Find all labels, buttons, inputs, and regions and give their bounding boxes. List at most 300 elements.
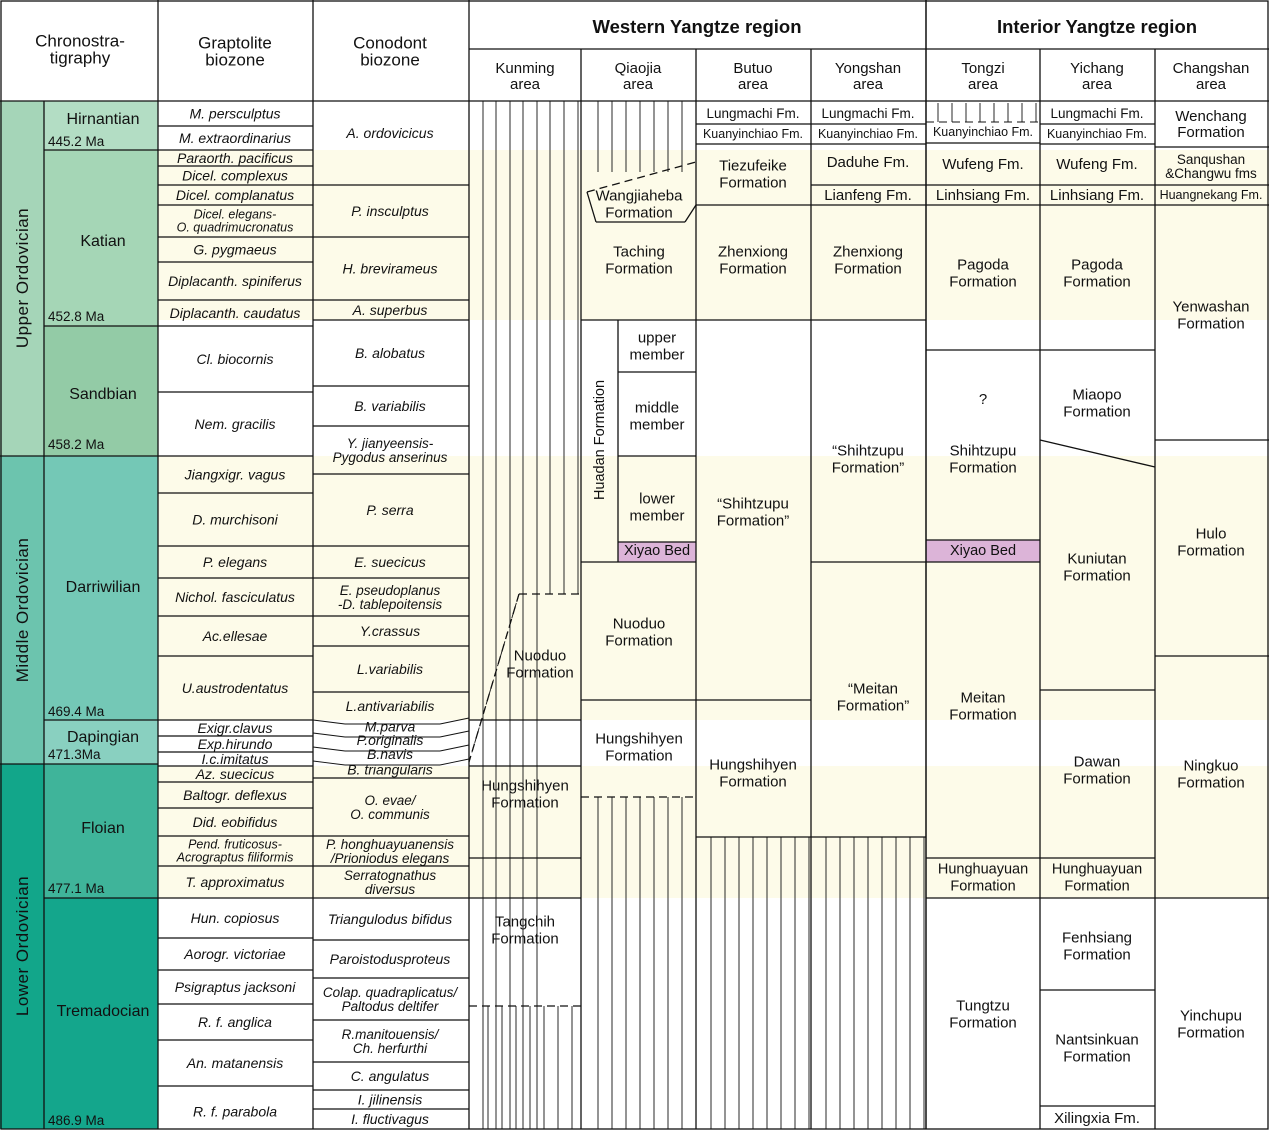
stage-label: [67, 111, 140, 128]
yongshan-formation-line: Kuanyinchiao Fm.: [817, 127, 919, 141]
yichang-formation-line: Formation: [1063, 770, 1131, 787]
gap: [926, 320, 1040, 350]
conodont-wedge: [440, 759, 469, 765]
area-header-line: Changshan: [1172, 59, 1250, 77]
graptolite-zone: [198, 720, 273, 736]
graptolite-zone-line: Diplacanth. caudatus: [169, 305, 301, 321]
yongshan-formation-line: Formation: [834, 260, 902, 277]
graptolite-zone-line: U.austrodentatus: [181, 680, 289, 696]
yongshan-formation: [827, 154, 910, 171]
qiaojia-member-line: member: [629, 507, 685, 524]
chronostratigraphy-header-line: Chronostra-: [35, 31, 125, 50]
graptolite-zone: [193, 1104, 277, 1120]
yongshan-formation-line: “Shihtzupu: [832, 442, 904, 459]
yichang-formation-line: Fenhsiang: [1061, 929, 1133, 946]
butuo-formation: [706, 106, 799, 121]
graptolite-zone-line: Ac.ellesae: [202, 628, 268, 644]
conodont-zone-line: O. evae/: [364, 792, 416, 808]
qiaojia-member-line: lower: [639, 490, 675, 507]
area-header: [615, 60, 662, 93]
conodont-wedge: [313, 720, 345, 724]
huadan-formation-line: Huadan Formation: [592, 379, 608, 501]
conodont-zone: [346, 698, 435, 714]
graptolite-zone: [175, 979, 297, 995]
conodont-zone: [351, 1068, 430, 1084]
graptolite-zone-line: Cl. biocornis: [196, 351, 274, 367]
graptolite-zone: [183, 946, 286, 962]
stage-band: [313, 150, 1269, 320]
graptolite-zone: [202, 628, 268, 644]
age-label-line: 469.4 Ma: [48, 703, 105, 719]
conodont-zone: [357, 661, 423, 677]
series-label-upper-line: Upper Ordovician: [12, 207, 32, 349]
conodont-zone-line: M.parva: [364, 718, 416, 735]
graptolite-zone-line: G. pygmaeus: [193, 241, 277, 258]
age-label-line: 471.3Ma: [48, 746, 101, 762]
age-label-line: 452.8 Ma: [48, 308, 105, 324]
graptolite-zone-line: Aorogr. victoriae: [184, 946, 286, 962]
graptolite-zone: [182, 168, 288, 184]
tongzi-formation: [949, 997, 1017, 1031]
graptolite-zone-line: Pend. fruticosus-: [188, 837, 282, 852]
area-header: [733, 60, 772, 93]
tongzi-formation: [933, 125, 1033, 139]
stage-label-line: Floian: [81, 819, 125, 837]
conodont-zone-line: H. brevirameus: [342, 260, 438, 277]
conodont-zone-line: B. alobatus: [354, 345, 426, 361]
stage-label: [80, 233, 125, 250]
graptolite-zone: [186, 1055, 284, 1071]
graptolite-zone: [183, 787, 287, 803]
yichang-formation-line: Formation: [1063, 403, 1131, 420]
yongshan-formation-line: Zhenxiong: [832, 243, 904, 260]
stage-label-line: Darriwilian: [65, 578, 141, 596]
yichang-formation-line: Formation: [1063, 273, 1131, 290]
conodont-zone-line: Colap. quadraplicatus/: [322, 984, 458, 1000]
conodont-zone: [358, 1092, 423, 1108]
conodont-zone-line: Y. jianyeensis-: [346, 435, 434, 451]
graptolite-zone-line: Paraorth. pacificus: [177, 150, 293, 166]
yichang-formation-line: Dawan: [1073, 753, 1121, 770]
graptolite-zone: [198, 736, 273, 752]
qiaojia-member: [629, 329, 684, 363]
yichang-formation: [1047, 127, 1147, 141]
chronostratigraphy-header-line: tigraphy: [49, 48, 111, 67]
area-header-line: area: [737, 75, 769, 93]
kunming-formation: [506, 647, 574, 681]
kunming-formation-line: Hungshihyen: [481, 777, 569, 794]
yichang-formation-line: Nantsinkuan: [1055, 1031, 1139, 1048]
yichang-formation: [1063, 550, 1131, 584]
graptolite-zone: [177, 208, 294, 235]
conodont-zone: [347, 762, 433, 778]
butuo-formation-line: Formation: [719, 260, 787, 277]
graptolite-zone-line: R. f. parabola: [192, 1103, 278, 1120]
graptolite-zone: [193, 814, 278, 830]
changshan-formation: [1165, 152, 1257, 181]
changshan-formation-line: Formation: [1177, 542, 1245, 559]
kunming-formation-line: Nuoduo: [513, 647, 567, 664]
changshan-formation-line: Ningkuo: [1183, 757, 1239, 774]
area-header: [495, 60, 554, 93]
area-header: [961, 60, 1004, 93]
changshan-formation-line: Wenchang: [1175, 107, 1247, 125]
graptolite-zone: [189, 106, 280, 122]
series-label-middle: [13, 538, 32, 683]
changshan-formation-line: Formation: [1177, 315, 1245, 332]
graptolite-zone-line: Exigr.clavus: [197, 720, 273, 736]
graptolite-zone-line: Nichol. fasciculatus: [175, 589, 295, 605]
qiaojia-member: [629, 399, 684, 433]
tongzi-formation: [949, 256, 1017, 290]
graptolite-zone-line: R. f. anglica: [198, 1014, 272, 1030]
yongshan-formation-line: Formation”: [831, 459, 905, 476]
series-label-middle-line: Middle Ordovician: [12, 537, 32, 683]
conodont-zone: [354, 398, 426, 414]
stage-label: [57, 1003, 150, 1020]
conodont-zone-line: L.antivariabilis: [345, 698, 435, 714]
area-header-line: area: [622, 75, 654, 93]
graptolite-zone: [191, 910, 280, 926]
yichang-formation: [1054, 1110, 1140, 1127]
qiaojia-formation-line: Nuoduo: [612, 615, 666, 632]
tongzi-question: [979, 391, 987, 408]
yongshan-formation-line: Lungmachi Fm.: [821, 105, 915, 121]
graptolite-header-line: biozone: [205, 50, 265, 69]
interior-region-header-line: Interior Yangtze region: [996, 15, 1198, 37]
stage-band: [313, 456, 1269, 720]
area-header-line: area: [1195, 75, 1227, 93]
stage-label-line: Katian: [80, 232, 126, 250]
yichang-formation: [1063, 753, 1131, 787]
qiaojia-member-line: member: [629, 346, 685, 363]
conodont-zone: [351, 1111, 429, 1127]
stage-label-line: Hirnantian: [66, 110, 140, 128]
graptolite-zone-line: Hun. copiosus: [190, 910, 280, 926]
area-header-line: Yichang: [1070, 59, 1124, 77]
graptolite-zone-line: Did. eobifidus: [192, 814, 278, 830]
graptolite-zone: [179, 130, 291, 146]
graptolite-zone-line: P. elegans: [202, 554, 268, 570]
conodont-zone-line: Serratognathus: [343, 867, 437, 883]
graptolite-zone: [168, 273, 302, 289]
conodont-zone-line: P.originalis: [356, 732, 424, 748]
conodont-zone-line: B. variabilis: [354, 398, 426, 414]
conodont-zone: [333, 436, 448, 465]
changshan-formation-line: Formation: [1177, 123, 1245, 141]
butuo-formation: [718, 243, 788, 277]
conodont-zone-line: diversus: [364, 881, 416, 897]
conodont-zone: [330, 951, 451, 967]
tongzi-formation-line: Shihtzupu: [949, 442, 1017, 459]
tongzi-formation-line: Kuanyinchiao Fm.: [932, 125, 1034, 139]
yichang-formation: [1050, 187, 1144, 204]
tongzi-formation-line: Meitan: [960, 689, 1006, 706]
graptolite-zone: [175, 589, 295, 605]
conodont-wedge: [313, 733, 345, 737]
changshan-formation-line: Formation: [1177, 1024, 1245, 1041]
chronostratigraphy-header: [35, 31, 125, 67]
changshan-formation-line: Formation: [1177, 774, 1245, 791]
conodont-zone: [342, 1027, 440, 1056]
series-label-upper: [13, 208, 32, 348]
graptolite-zone-line: Az. suecicus: [195, 766, 275, 782]
western-region-header: [592, 16, 801, 37]
interior-region-header: [997, 16, 1197, 37]
qiaojia-member-line: middle: [634, 399, 680, 416]
conodont-zone: [345, 125, 433, 141]
butuo-formation-line: Hungshihyen: [709, 756, 797, 773]
yichang-formation-line: Xilingxia Fm.: [1054, 1109, 1140, 1127]
conodont-zone-line: B. triangularis: [347, 761, 433, 778]
graptolite-zone: [195, 416, 276, 432]
conodont-header-line: Conodont: [353, 33, 427, 52]
butuo-formation-line: Formation: [719, 773, 787, 790]
qiaojia-member-line: member: [629, 416, 685, 433]
xiyao-bed: [624, 543, 690, 559]
yongshan-formation-line: Lianfeng Fm.: [824, 186, 912, 204]
stage-label: [66, 579, 141, 596]
qiaojia-formation-line: Formation: [605, 260, 673, 277]
age-label: [48, 747, 101, 762]
conodont-wedge: [313, 747, 345, 751]
xiyao-bed-line: Xiyao Bed: [949, 543, 1017, 559]
age-label-line: 486.9 Ma: [48, 1112, 105, 1128]
yichang-formation-line: Formation: [1063, 1048, 1131, 1065]
conodont-zone-line: O. communis: [350, 806, 430, 822]
graptolite-header: [198, 33, 272, 69]
conodont-zone-line: Paltodus deltifer: [341, 998, 439, 1014]
conodont-wedge: [313, 761, 345, 765]
kunming-formation: [491, 913, 559, 947]
conodont-zone: [326, 837, 454, 866]
yichang-formation-line: Formation: [1063, 567, 1131, 584]
conodont-zone-line: R.manitouensis/: [341, 1026, 439, 1042]
yichang-formation-line: Formation: [1064, 878, 1130, 895]
kunming-formation: [481, 777, 569, 811]
area-header: [1173, 60, 1250, 93]
graptolite-zone-line: Nem. gracilis: [194, 416, 276, 432]
xiyao-bed: [950, 543, 1016, 559]
qiaojia-formation: [605, 615, 673, 649]
conodont-wedge: [440, 731, 469, 737]
butuo-formation-line: Kuanyinchiao Fm.: [702, 127, 804, 141]
conodont-zone-line: /Prioniodus elegans: [330, 850, 450, 866]
changshan-formation: [1177, 757, 1245, 791]
yichang-formation-line: Wufeng Fm.: [1056, 155, 1138, 173]
graptolite-zone: [195, 766, 275, 782]
graptolite-zone-line: Jiangxigr. vagus: [184, 466, 286, 483]
conodont-zone: [367, 746, 413, 762]
conodont-zone-line: -D. tablepoitensis: [337, 596, 443, 612]
conodont-zone: [338, 583, 443, 612]
conodont-zone-line: B.navis: [367, 746, 413, 762]
yongshan-formation: [833, 243, 903, 277]
graptolite-zone: [184, 467, 286, 483]
age-label-line: 458.2 Ma: [48, 436, 105, 452]
conodont-wedge: [440, 745, 469, 751]
stage-label: [69, 386, 137, 403]
yichang-formation-line: Kuanyinchiao Fm.: [1046, 127, 1148, 141]
yichang-formation-line: Formation: [1063, 946, 1131, 963]
conodont-zone-line: P. insculptus: [351, 203, 429, 219]
xiyao-bed-line: Xiyao Bed: [623, 543, 691, 559]
conodont-zone-line: Paroistodusproteus: [329, 951, 451, 967]
graptolite-zone: [202, 751, 269, 767]
age-label-line: 477.1 Ma: [48, 880, 105, 896]
kunming-formation-line: Formation: [491, 794, 559, 811]
tongzi-formation-line: Hunghuayuan: [937, 861, 1029, 878]
yichang-formation: [1063, 386, 1131, 420]
tongzi-formation-line: Formation: [950, 878, 1016, 895]
age-label: [48, 1113, 105, 1128]
changshan-formation-line: &Changwu fms: [1165, 165, 1257, 181]
graptolite-zone: [203, 554, 267, 570]
qiaojia-formation-line: Formation: [605, 204, 673, 221]
conodont-zone: [360, 623, 420, 639]
yongshan-formation: [818, 127, 918, 141]
qiaojia-member-line: upper: [637, 329, 677, 346]
conodont-zone-line: I. fluctivagus: [351, 1111, 429, 1127]
butuo-formation-line: Lungmachi Fm.: [706, 105, 800, 121]
gap: [469, 720, 581, 766]
qiaojia-formation: [595, 187, 683, 221]
yichang-formation: [1056, 156, 1137, 173]
graptolite-zone-line: Baltogr. deflexus: [183, 787, 287, 803]
qiaojia-formation-line: Wangjiaheba: [595, 187, 683, 204]
conodont-zone-line: L.variabilis: [356, 661, 424, 677]
conodont-header-line: biozone: [360, 50, 420, 69]
tongzi-formation: [938, 862, 1028, 895]
graptolite-zone: [170, 305, 301, 321]
conodont-header: [353, 33, 427, 69]
graptolite-zone: [177, 150, 293, 166]
age-label: [48, 881, 105, 896]
changshan-formation-line: Hulo: [1195, 525, 1227, 542]
conodont-zone-line: E. suecicus: [354, 554, 426, 570]
area-header-line: area: [1081, 75, 1113, 93]
conodont-zone-line: Ch. herfurthi: [352, 1040, 428, 1056]
area-header-line: Butuo: [733, 59, 773, 77]
conodont-zone: [343, 261, 438, 277]
changshan-formation-line: Yinchupu: [1180, 1007, 1242, 1024]
area-header-line: Tongzi: [961, 59, 1005, 77]
area-header-line: area: [852, 75, 884, 93]
conodont-zone: [328, 911, 452, 927]
graptolite-zone-line: Diplacanth. spiniferus: [168, 273, 302, 289]
conodont-zone: [323, 985, 459, 1014]
butuo-formation: [709, 756, 797, 790]
graptolite-zone-line: Dicel. elegans-: [193, 207, 277, 222]
yichang-formation-line: Pagoda: [1071, 256, 1123, 273]
tongzi-formation-line: Tungtzu: [956, 997, 1010, 1014]
graptolite-zone: [176, 187, 294, 203]
tongzi-formation-line: Pagoda: [957, 256, 1009, 273]
stage-label: [67, 729, 139, 746]
butuo-formation: [703, 127, 803, 141]
series-label-lower-line: Lower Ordovician: [12, 875, 32, 1017]
changshan-formation-line: Huangnekang Fm.: [1159, 188, 1263, 202]
butuo-formation: [717, 495, 790, 529]
conodont-zone: [352, 302, 428, 318]
yichang-formation-line: Miaopo: [1072, 386, 1122, 403]
area-header-line: area: [967, 75, 999, 93]
yichang-formation: [1063, 256, 1131, 290]
conodont-zone-line: Pygodus anserinus: [332, 449, 448, 465]
graptolite-zone-line: Dicel. complexus: [182, 167, 288, 184]
tongzi-formation: [949, 442, 1017, 476]
graptolite-zone: [198, 1014, 272, 1030]
area-header-line: area: [509, 75, 541, 93]
tongzi-formation-line: Wufeng Fm.: [942, 155, 1024, 173]
conodont-zone: [366, 502, 413, 518]
yichang-formation: [1062, 929, 1132, 963]
conodont-zone-line: A. ordovicicus: [346, 125, 434, 141]
area-header: [835, 60, 901, 93]
graptolite-header-line: Graptolite: [198, 33, 272, 52]
yichang-formation-line: Hunghuayuan: [1051, 861, 1143, 878]
tongzi-question-line: ?: [978, 390, 988, 408]
yichang-formation: [1050, 106, 1143, 121]
gap: [1155, 440, 1269, 456]
conodont-zone-line: E. pseudoplanus: [339, 582, 441, 598]
butuo-formation-line: “Shihtzupu: [717, 495, 789, 512]
graptolite-zone: [196, 351, 273, 367]
butuo-formation-line: Tiezufeike: [719, 157, 787, 174]
changshan-formation-line: Yenwashan: [1172, 298, 1250, 315]
graptolite-zone-line: D. murchisoni: [192, 511, 278, 528]
graptolite-zone-line: M. extraordinarius: [178, 130, 292, 146]
graptolite-zone-line: Acrograptus filiformis: [176, 850, 294, 865]
conodont-zone-line: Y.crassus: [359, 623, 421, 639]
qiaojia-formation-line: Taching: [613, 243, 665, 260]
graptolite-zone-line: T. approximatus: [185, 874, 285, 890]
tongzi-formation-line: Formation: [949, 1014, 1017, 1031]
tongzi-formation-line: Formation: [949, 706, 1017, 723]
graptolite-zone-line: M. persculptus: [189, 105, 281, 122]
changshan-formation: [1160, 188, 1263, 202]
qiaojia-formation-line: Hungshihyen: [595, 730, 683, 747]
graptolite-zone-line: Exp.hirundo: [197, 736, 273, 752]
changshan-formation-line: Sanqushan: [1176, 151, 1246, 167]
yongshan-formation: [821, 106, 914, 121]
conodont-zone-line: Triangulodus bifidus: [327, 911, 453, 927]
area-header-line: Kunming: [495, 59, 555, 77]
yongshan-formation: [824, 187, 912, 204]
graptolite-zone: [185, 874, 284, 890]
area-header: [1070, 60, 1124, 93]
graptolite-zone: [193, 242, 276, 258]
graptolite-zone-line: An. matanensis: [186, 1055, 284, 1071]
kunming-formation-line: Formation: [506, 664, 574, 681]
kunming-formation-line: Tangchih: [494, 913, 556, 930]
conodont-zone: [351, 203, 429, 219]
butuo-formation-line: Formation”: [716, 512, 790, 529]
changshan-formation: [1175, 108, 1246, 141]
graptolite-zone: [176, 838, 294, 865]
huadan-formation: [592, 380, 608, 500]
series-label-lower: [13, 876, 32, 1016]
stage-label-line: Dapingian: [66, 728, 140, 746]
changshan-formation: [1172, 298, 1249, 332]
qiaojia-formation-line: Formation: [605, 632, 673, 649]
yongshan-formation-line: Formation”: [836, 697, 910, 714]
conodont-zone-line: A. superbus: [352, 302, 428, 318]
age-label: [48, 704, 105, 719]
yongshan-formation-line: Daduhe Fm.: [826, 153, 910, 171]
butuo-formation-line: Formation: [719, 174, 787, 191]
age-label-line: 445.2 Ma: [48, 133, 105, 149]
